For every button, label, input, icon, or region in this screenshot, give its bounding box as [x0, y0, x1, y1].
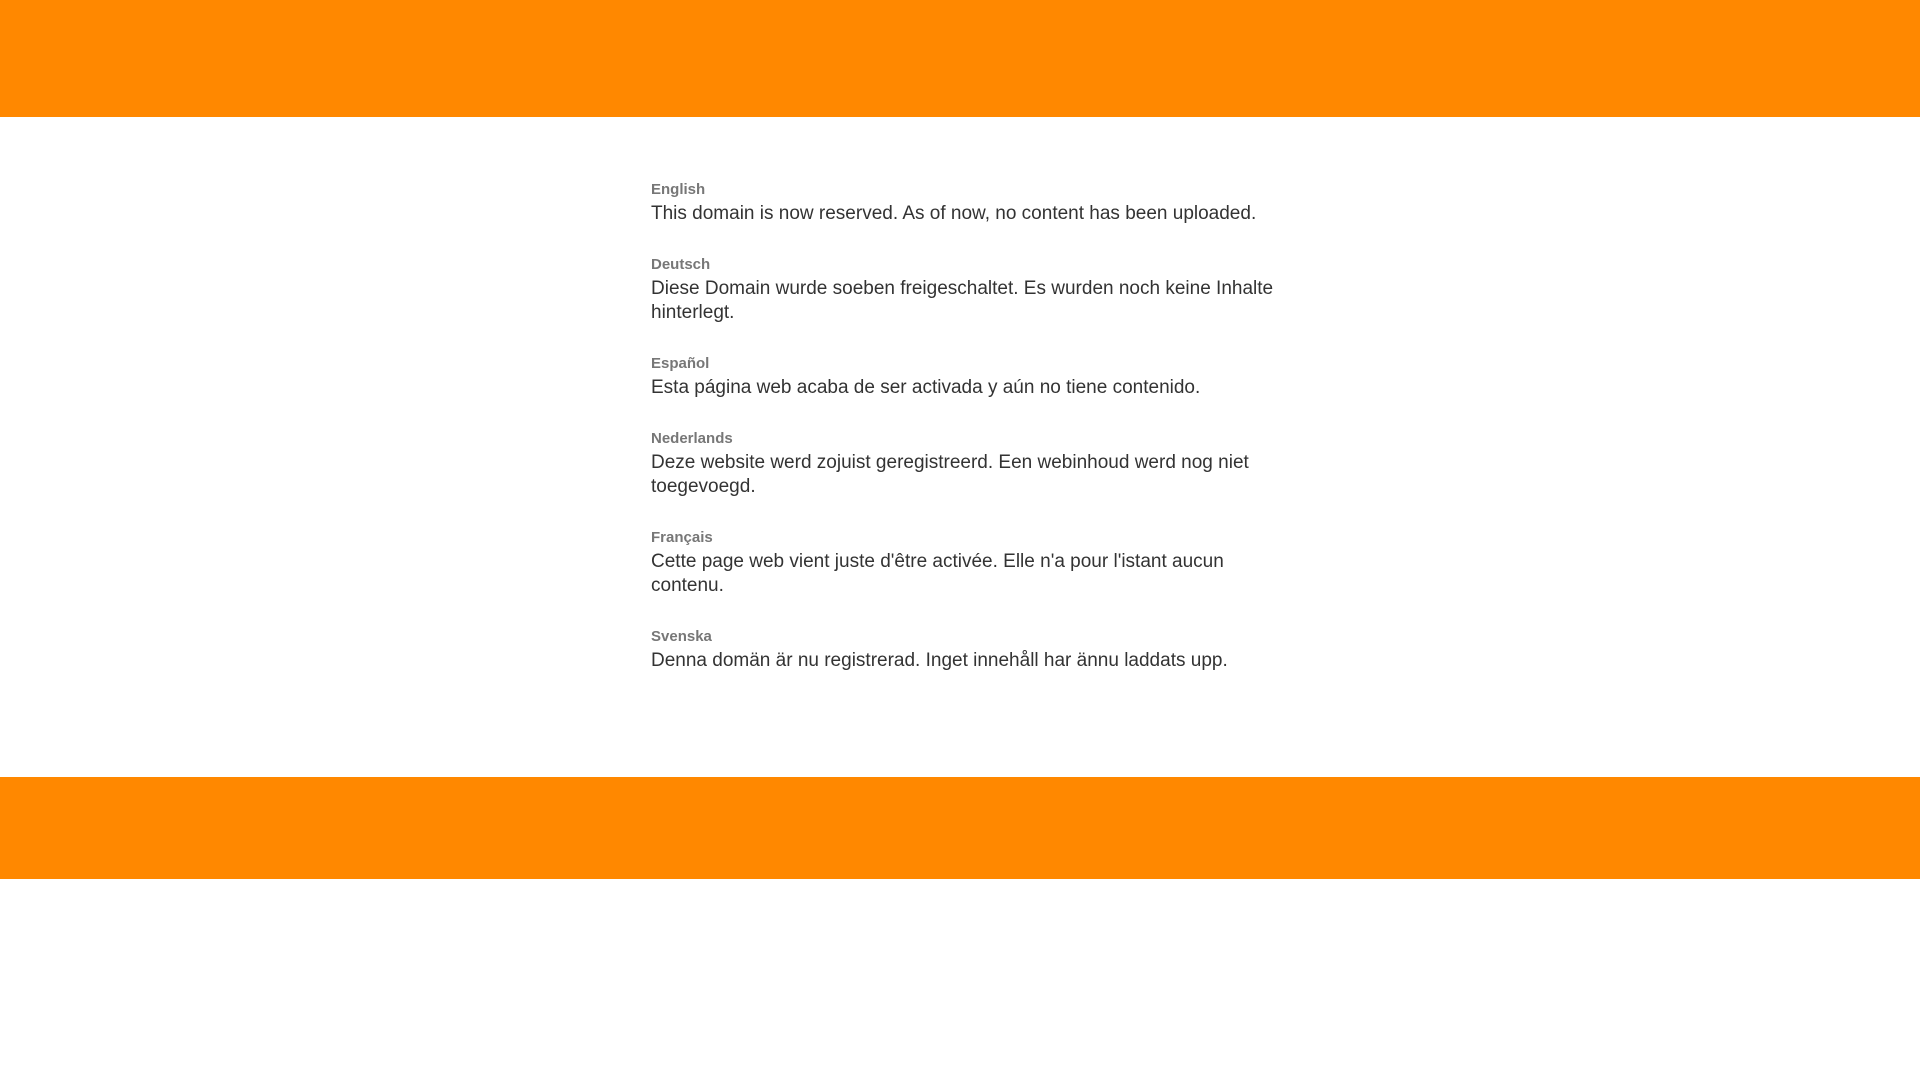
language-block-francais	[651, 528, 1281, 598]
footer-banner	[0, 777, 1920, 879]
language-message: Cette page web vient juste d'être activée. Elle n'a pour l'istant aucun contenu.	[651, 551, 1224, 596]
language-block-espanol	[651, 354, 1281, 400]
language-label: Français	[651, 529, 713, 546]
language-message: Deze website werd zojuist geregistreerd. Een webinhoud werd nog niet toegevoegd.	[651, 452, 1249, 497]
language-block-deutsch	[651, 255, 1281, 325]
language-block-nederlands	[651, 429, 1281, 499]
language-message: Denna domän är nu registrerad. Inget innehåll har ännu laddats upp.	[651, 650, 1228, 671]
language-label: Svenska	[651, 628, 712, 645]
language-label: Deutsch	[651, 256, 711, 273]
language-message: Diese Domain wurde soeben freigeschaltet. Es wurden noch keine Inhalte hinterlegt.	[651, 278, 1274, 323]
header-banner	[0, 0, 1920, 117]
language-message: Esta página web acaba de ser activada y aún no tiene contenido.	[651, 377, 1201, 398]
language-block-english	[651, 180, 1281, 226]
language-label: English	[651, 181, 706, 198]
language-notice-list	[651, 180, 1281, 702]
language-message: This domain is now reserved. As of now, no content has been uploaded.	[651, 203, 1257, 224]
language-block-svenska	[651, 627, 1281, 673]
language-label: Español	[651, 355, 710, 372]
language-label: Nederlands	[651, 430, 733, 447]
